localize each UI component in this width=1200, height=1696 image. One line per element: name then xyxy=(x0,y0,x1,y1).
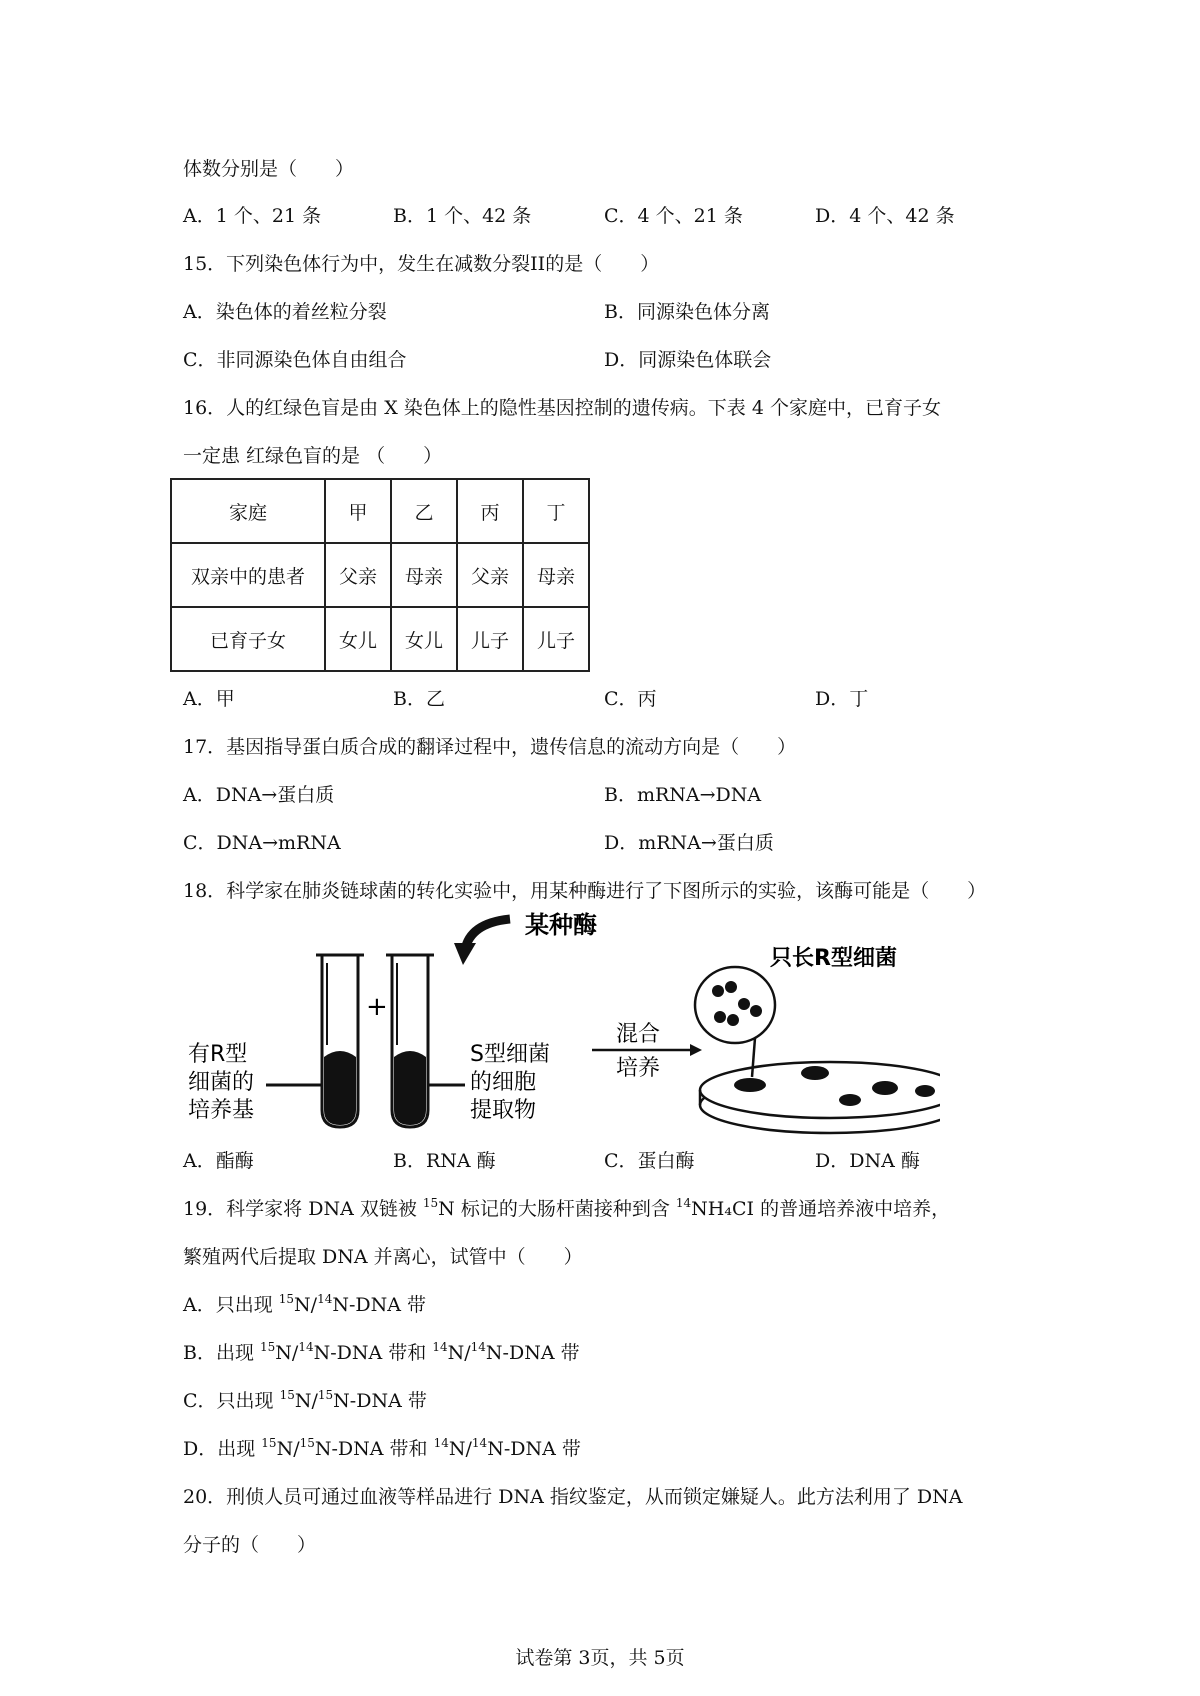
transformation-experiment-figure xyxy=(180,905,940,1135)
test-tube-right xyxy=(386,955,434,1127)
q19-option-b xyxy=(183,1340,580,1366)
q14-option-b: B．1 个、42 条 xyxy=(393,205,532,227)
q16-stem-line2: 一定患 红绿色盲的是 （ ） xyxy=(183,445,443,467)
table-row xyxy=(171,543,589,607)
page-footer: 试卷第 3页，共 5页 xyxy=(515,1647,685,1669)
isotope-superscript: 14 xyxy=(471,1436,488,1450)
table-cell: 女儿 xyxy=(325,607,391,671)
q19-option-d xyxy=(183,1436,581,1462)
q16-option-b: B．乙 xyxy=(393,688,445,710)
isotope-superscript: 15 xyxy=(260,1340,276,1354)
right-label-line3: 提取物 xyxy=(470,1098,537,1123)
isotope-superscript: 15 xyxy=(279,1388,295,1402)
option-text: N/ xyxy=(275,1342,299,1364)
isotope-superscript: 15 xyxy=(261,1436,277,1450)
q17-stem: 17．基因指导蛋白质合成的翻译过程中，遗传信息的流动方向是（ ） xyxy=(183,736,797,758)
option-text: A．只出现 xyxy=(183,1294,279,1316)
q19-option-a xyxy=(183,1292,426,1318)
isotope-superscript: 15 xyxy=(299,1436,315,1450)
option-text: N-DNA 带 xyxy=(332,1294,427,1316)
table-header-row xyxy=(171,479,589,543)
isotope-superscript: 15 xyxy=(422,1196,439,1210)
option-text: N/ xyxy=(276,1438,300,1460)
left-label-line1: 有R型 xyxy=(188,1042,248,1067)
q19-stem-part: 19．科学家将 DNA 双链被 xyxy=(183,1198,423,1220)
plus-sign: + xyxy=(366,992,388,1022)
q15-option-a: A．染色体的着丝粒分裂 xyxy=(183,301,387,323)
isotope-superscript: 14 xyxy=(298,1340,314,1354)
mix-arrow-head-icon xyxy=(690,1044,702,1056)
option-text: D．出现 xyxy=(183,1438,262,1460)
option-text: N/ xyxy=(294,1390,318,1412)
q15-option-b: B．同源染色体分离 xyxy=(604,301,770,323)
isotope-superscript: 14 xyxy=(432,1340,448,1354)
table-row xyxy=(171,607,589,671)
table-cell: 母亲 xyxy=(523,543,589,607)
q20-stem-line2: 分子的（ ） xyxy=(183,1534,317,1556)
table-cell: 甲 xyxy=(325,479,391,543)
mix-label-line2: 培养 xyxy=(616,1056,661,1081)
family-table xyxy=(170,478,590,672)
right-label-line2: 的细胞 xyxy=(470,1070,537,1095)
q16-stem-line1: 16．人的红绿色盲是由 X 染色体上的隐性基因控制的遗传病。下表 4 个家庭中，已育子女 xyxy=(183,397,941,419)
test-tube-left xyxy=(316,955,364,1127)
option-text: N/ xyxy=(448,1438,472,1460)
table-cell: 儿子 xyxy=(457,607,523,671)
table-cell: 女儿 xyxy=(391,607,457,671)
q18-option-a: A．酯酶 xyxy=(183,1150,254,1172)
table-cell: 父亲 xyxy=(457,543,523,607)
q17-option-d: D．mRNA→蛋白质 xyxy=(604,832,774,854)
q18-option-c: C．蛋白酶 xyxy=(604,1150,695,1172)
enzyme-arrow-head-icon xyxy=(454,943,476,965)
q15-option-d: D．同源染色体联会 xyxy=(604,349,772,371)
q18-option-d: D．DNA 酶 xyxy=(815,1150,920,1172)
q15-option-c: C．非同源染色体自由组合 xyxy=(183,349,407,371)
q17-option-b: B．mRNA→DNA xyxy=(604,784,762,806)
option-text: N-DNA 带 xyxy=(487,1438,581,1460)
q18-stem: 18．科学家在肺炎链球菌的转化实验中，用某种酶进行了下图所示的实验，该酶可能是（ ） xyxy=(183,880,987,902)
q16-option-d: D．丁 xyxy=(815,688,869,710)
isotope-superscript: 14 xyxy=(470,1340,486,1354)
table-cell: 母亲 xyxy=(391,543,457,607)
isotope-superscript: 15 xyxy=(278,1292,295,1306)
q16-option-c: C．丙 xyxy=(604,688,657,710)
q17-option-a: A．DNA→蛋白质 xyxy=(183,784,335,806)
option-text: N-DNA 带 xyxy=(333,1390,427,1412)
q19-stem-part: NH₄CI 的普通培养液中培养， xyxy=(691,1198,951,1220)
q17-option-c: C．DNA→mRNA xyxy=(183,832,341,854)
table-cell: 儿子 xyxy=(523,607,589,671)
petri-dish xyxy=(700,1062,940,1133)
q19-stem-part: N 标记的大肠杆菌接种到含 xyxy=(438,1198,676,1220)
option-text: B．出现 xyxy=(183,1342,261,1364)
enzyme-label: 某种酶 xyxy=(525,911,597,939)
option-text: N-DNA 带 xyxy=(485,1342,580,1364)
table-cell: 乙 xyxy=(391,479,457,543)
left-label-line2: 细菌的 xyxy=(188,1070,255,1095)
isotope-superscript: 15 xyxy=(317,1388,334,1402)
table-cell: 家庭 xyxy=(171,479,325,543)
option-text: N-DNA 带和 xyxy=(313,1342,433,1364)
result-label: 只长R型细菌 xyxy=(770,946,897,971)
table-cell: 丁 xyxy=(523,479,589,543)
option-text: N/ xyxy=(294,1294,318,1316)
mix-label-line1: 混合 xyxy=(616,1022,661,1047)
isotope-superscript: 14 xyxy=(675,1196,692,1210)
isotope-superscript: 14 xyxy=(317,1292,333,1306)
isotope-superscript: 14 xyxy=(433,1436,449,1450)
q19-stem-line2: 繁殖两代后提取 DNA 并离心，试管中（ ） xyxy=(183,1246,583,1268)
table-cell: 父亲 xyxy=(325,543,391,607)
q18-option-b: B．RNA 酶 xyxy=(393,1150,496,1172)
table-cell: 双亲中的患者 xyxy=(171,543,325,607)
option-text: N/ xyxy=(447,1342,471,1364)
q14-option-d: D．4 个、42 条 xyxy=(815,205,955,227)
q14-option-c: C．4 个、21 条 xyxy=(604,205,743,227)
option-text: C．只出现 xyxy=(183,1390,280,1412)
q16-option-a: A．甲 xyxy=(183,688,235,710)
q20-stem-line1: 20．刑侦人员可通过血液等样品进行 DNA 指纹鉴定，从而锁定嫌疑人。此方法利用了 DNA xyxy=(183,1486,963,1508)
q15-stem: 15．下列染色体行为中，发生在减数分裂II的是（ ） xyxy=(183,253,660,275)
table-cell: 丙 xyxy=(457,479,523,543)
q19-option-c xyxy=(183,1388,427,1414)
table-cell: 已育子女 xyxy=(171,607,325,671)
q14-stem-tail: 体数分别是（ ） xyxy=(183,158,355,180)
q19-stem-line1 xyxy=(183,1196,950,1222)
left-label-line3: 培养基 xyxy=(188,1098,255,1123)
magnified-colony-bubble xyxy=(695,967,775,1077)
option-text: N-DNA 带和 xyxy=(314,1438,434,1460)
right-label-line1: S型细菌 xyxy=(470,1042,550,1067)
q14-option-a: A．1 个、21 条 xyxy=(183,205,322,227)
